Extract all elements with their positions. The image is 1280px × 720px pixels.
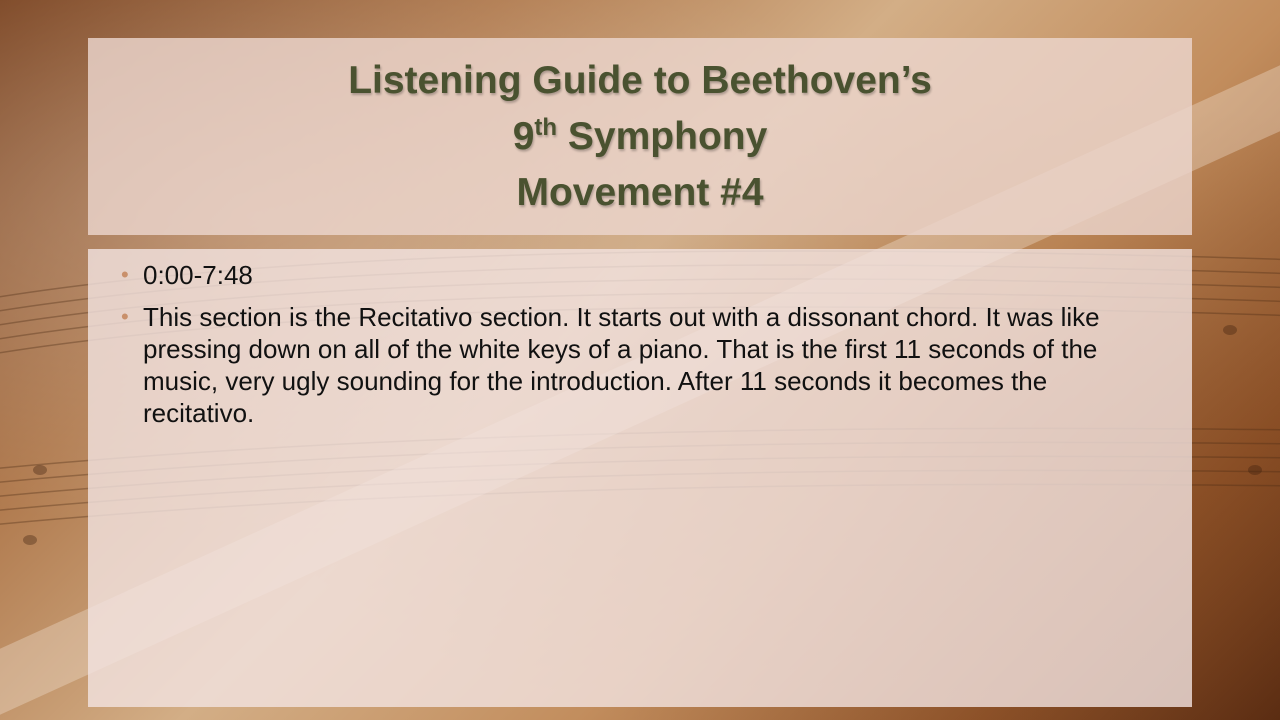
bullet-text: 0:00-7:48 (143, 260, 253, 290)
bullet-icon: • (121, 304, 129, 329)
bullet-icon: • (121, 262, 129, 287)
title-line-3: Movement #4 (516, 170, 764, 214)
bullet-list (88, 249, 1192, 429)
bullet-item-timestamp (121, 259, 1152, 291)
title-panel (88, 38, 1192, 235)
title-line-2-number: 9 (512, 114, 535, 158)
bullet-item-description (121, 301, 1152, 429)
title-line-2-superscript: th (534, 113, 558, 141)
slide-title (348, 53, 932, 221)
bullet-text: This section is the Recitativo section. It starts out with a dissonant chord. It was like pressing down on all of the white keys of a piano. That is the first 11 seconds of the music, very ugly sounding for the introduction. After 11 seconds it becomes the recitativo. (143, 302, 1100, 428)
title-line-2-rest: Symphony (557, 114, 768, 158)
content-panel (88, 249, 1192, 707)
title-line-1: Listening Guide to Beethoven’s (348, 58, 932, 102)
